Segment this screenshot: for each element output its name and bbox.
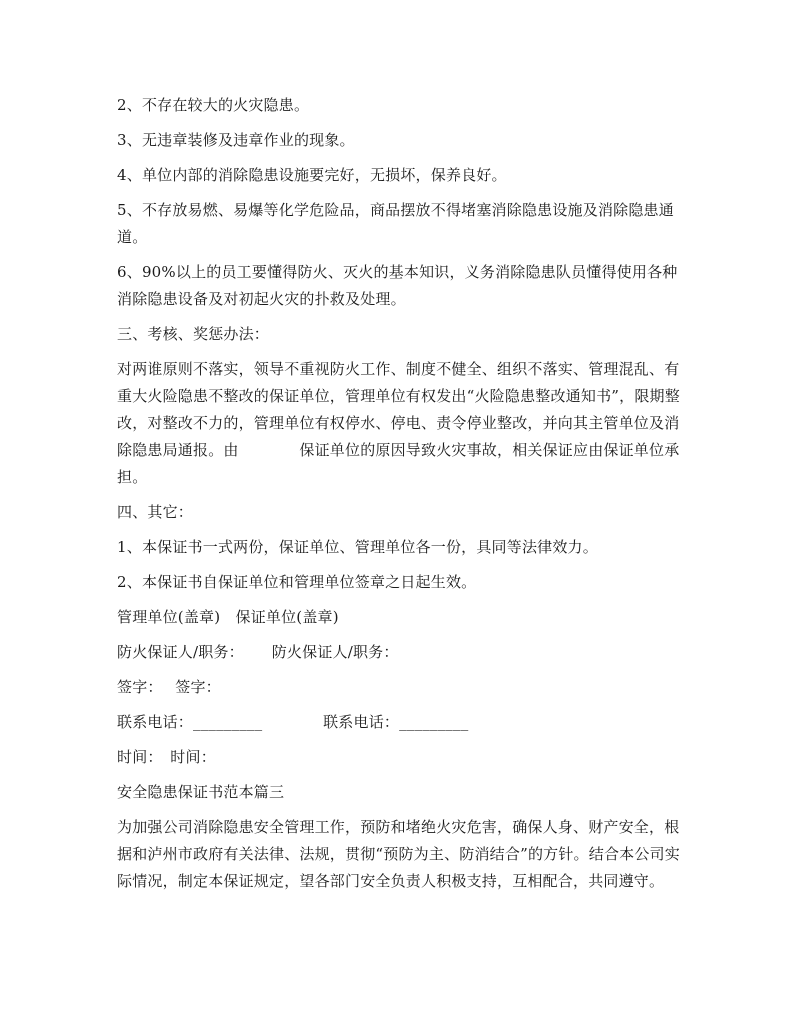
assessment-paragraph: 对两谁原则不落实，领导不重视防火工作、制度不健全、组织不落实、管理混乱、有重大火险隐患不整改的保证单位，管理单位有权发出“火险隐患整改通知书”，限期整改，对整改不力的，管理单位有权停水、停电、责令停业整改，并向其主管单位及消除隐患局通报。由 保证单位的原因导致火灾事故，相关保证应由保证单位承担。 [117,360,680,486]
guarantor-title-line: 防火保证人/职务： 防火保证人/职务： [117,643,399,661]
intro-paragraph: 为加强公司消除隐患安全管理工作，预防和堵绝火灾危害，确保人身、财产安全，根据和泸州市政府有关法律、法规，贯彻“预防为主、防消结合”的方针。结合本公司实际情况，制定本保证规定，望各部门安全负责人积极支持，互相配合，共同遵守。 [117,818,680,890]
signature-line: 签字： 签字： [117,678,221,696]
other-item-2: 2、本保证书自保证单位和管理单位签章之日起生效。 [117,573,477,591]
item-4-facilities-intact: 4、单位内部的消除隐患设施要完好，无损坏，保养良好。 [117,166,507,184]
other-item-1: 1、本保证书一式两份，保证单位、管理单位各一份，具同等法律效力。 [117,538,598,556]
phone-line: 联系电话：_________ 联系电话：_________ [117,713,469,731]
item-5-no-hazardous-goods: 5、不存放易燃、易爆等化学危险品，商品摆放不得堵塞消除隐患设施及消除隐患通道。 [117,201,674,246]
section-heading-assessment: 三、考核、奖惩办法： [117,325,270,343]
item-2-no-fire-hazard: 2、不存在较大的火灾隐患。 [117,96,310,114]
seal-line: 管理单位(盖章) 保证单位(盖章) [117,608,339,626]
document-body [117,92,687,903]
item-3-no-illegal-work: 3、无违章装修及违章作业的现象。 [117,131,355,149]
section-heading-other: 四、其它： [117,503,194,521]
section-title-template-three: 安全隐患保证书范本篇三 [117,783,285,801]
date-line: 时间： 时间： [117,748,216,766]
item-6-staff-knowledge: 6、90%以上的员工要懂得防火、灭火的基本知识，义务消除隐患队员懂得使用各种消除隐患设备及对初起火灾的扑救及处理。 [117,263,678,308]
